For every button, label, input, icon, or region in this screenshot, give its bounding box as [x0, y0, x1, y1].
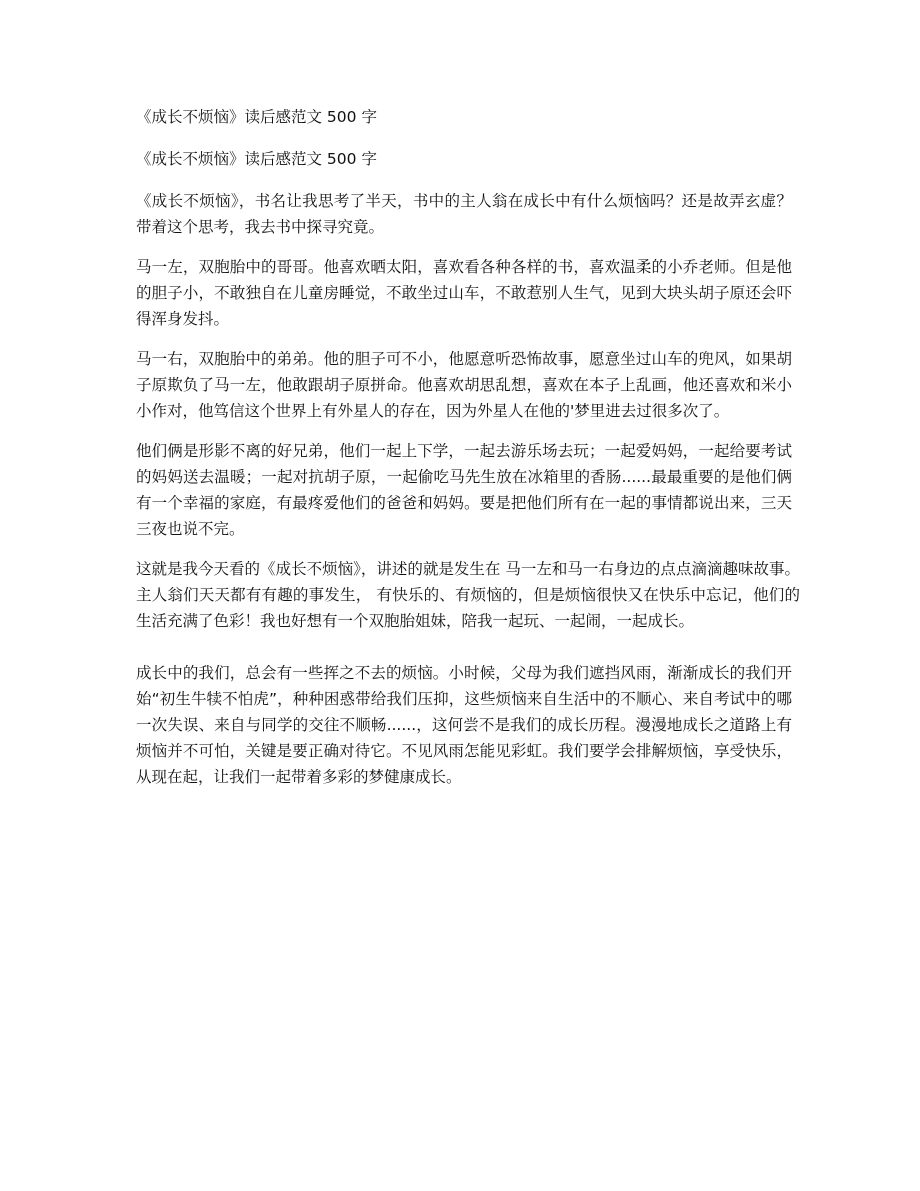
paragraph-brothers: 他们俩是形影不离的好兄弟，他们一起上下学，一起去游乐场去玩；一起爱妈妈，一起给要考试的妈妈送去温暖；一起对抗胡子原，一起偷吃马先生放在冰箱里的香肠......最最重要的是他们俩有一个幸福的家庭，有最疼爱他们的爸爸和妈妈。要是把他们所有在一起的事情都说出来，三天三夜也说不完。 — [136, 442, 792, 538]
paragraph-reflection: 成长中的我们，总会有一些挥之不去的烦恼。小时候，父母为我们遮挡风雨，渐渐成长的我们开始“初生牛犊不怕虎”，种种困惑带给我们压抑，这些烦恼来自生活中的不顺心、来自考试中的哪一次失误、来自与同学的交往不顺畅......，这何尝不是我们的成长历程。漫漫地成长之道路上有烦恼并不可怕，关键是要正确对待它。不见风雨怎能见彩虹。我们要学会排解烦恼，享受快乐，从现在起，让我们一起带着多彩的梦健康成长。 — [136, 664, 792, 786]
paragraph-summary: 这就是我今天看的《成长不烦恼》，讲述的就是发生在 马一左和马一右身边的点点滴滴趣味故事。主人翁们天天都有有趣的事发生， 有快乐的、有烦恼的，但是烦恼很快又在快乐中忘记，他们的生活充满了色彩！我也好想有一个双胞胎姐妹，陪我一起玩、一起闹，一起成长。 — [136, 560, 800, 630]
document-body — [136, 104, 800, 804]
paragraph-intro: 《成长不烦恼》，书名让我思考了半天，书中的主人翁在成长中有什么烦恼吗？还是故弄玄虚？带着这个思考，我去书中探寻究竟。 — [136, 192, 792, 236]
document-subtitle: 《成长不烦恼》读后感范文 500 字 — [136, 150, 377, 168]
paragraph-ma-yizuo: 马一左，双胞胎中的哥哥。他喜欢晒太阳，喜欢看各种各样的书，喜欢温柔的小乔老师。但是他的胆子小，不敢独自在儿童房睡觉，不敢坐过山车，不敢惹别人生气，见到大块头胡子原还会吓得浑身发抖。 — [136, 258, 792, 328]
paragraph-spacer — [136, 648, 792, 660]
paragraph-ma-yiyou: 马一右，双胞胎中的弟弟。他的胆子可不小，他愿意听恐怖故事，愿意坐过山车的兜风，如果胡子原欺负了马一左，他敢跟胡子原拼命。他喜欢胡思乱想，喜欢在本子上乱画，他还喜欢和米小小作对，他笃信这个世界上有外星人的存在，因为外星人在他的'梦里进去过很多次了。 — [136, 350, 792, 420]
document-title: 《成长不烦恼》读后感范文 500 字 — [136, 108, 377, 126]
